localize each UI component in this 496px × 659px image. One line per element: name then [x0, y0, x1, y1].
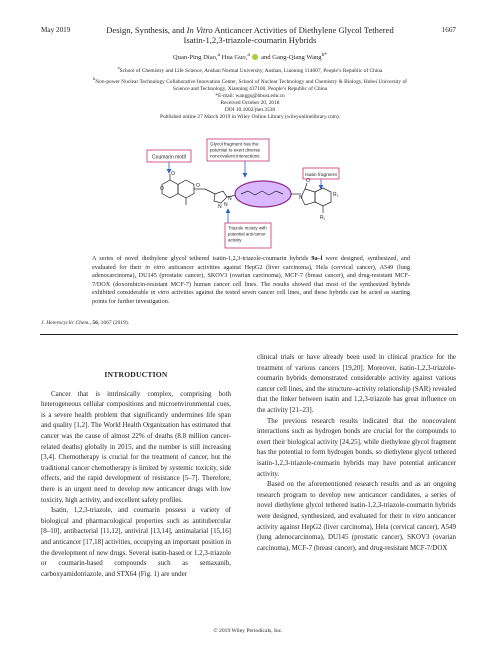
received-date: Received October 20, 2018 [220, 99, 280, 106]
email: *E-mail: wanggq@hbust.edu.cn [215, 92, 285, 99]
abstract-s2: were designed, synthesized, and evaluated for their [92, 255, 410, 271]
paragraph-5-italic: in vitro [404, 511, 426, 520]
paragraph-2: Isatin, 1,2,3-triazole, and coumarin possess a variety of biological and pharmacological properties such as antitubercular [8–10], antibacterial [11,12], antiviral [13,14], antimalarial [15,16] and anticancer [17,18] activities, occupying an important position in the development of new drugs. Several isatin-based or 1,2,3-triazole or coumarin-based compounds such as semaxanib, carboxyamidotriazole, and STX64 (Fig. 1) are under [41, 506, 231, 578]
section-divider [40, 334, 458, 335]
atom-o-link: O [196, 183, 200, 189]
body-column-left [41, 352, 231, 579]
running-header-date: May 2019 [41, 26, 71, 34]
abstract [92, 255, 410, 307]
published-online: Published online 27 March 2019 in Wiley Online Library (wileyonlinelibrary.com). [159, 113, 341, 120]
svg-text:Triazole moiety with pot: Triazole moiety with potential anti-tumor activity [228, 225, 267, 243]
orcid-icon[interactable] [252, 54, 258, 60]
paragraph-1: Cancer that is intrinsically complex, comprising both heterogeneous cellular compositions and microenvironmental cues, is a severe health problem that significantly undermines life span and quality [1,2]. The World Health Organization has estimated that cancer was the cause of almost 22% of deaths (8.8 million cancer-related deaths) globally in 2015, and the number is still increasing [3,4]. Chemotherapy is crucial for the treatment of cancer, but the traditional cancer chemotherapy is limited by systemic toxicity, side effects, and the rapid development of resistance [5–7]. Therefore, there is an urgent need to develop new anticancer drugs with low toxicity, high activity, and excellent safety profiles. [41, 389, 231, 504]
affiliation-b-text: Non-power Nuclear Technology Collaborative Innovation Center, School of Nuclear Technology and Chemistry & Biology, Hubei University of Science and Technology, Xianning 437100, People’s Republic of China [95, 78, 407, 92]
coumarin-structure [162, 174, 205, 205]
abstract-s3: anticancer activities against HepG2 (liver carcinoma), Hela (cervical cancer), A549 (lung adenocarcinoma), DU145 (prostatic cancer), SKOV3 (ovarian carcinoma), MCF-7 (breast cancer), and drug-resistant MCF-7/DOX (doxorubicin-resistant MCF-7) human cancer cell lines. The results showed that most of the synthesized hybrids exhibited considerable [92, 263, 410, 297]
affiliation-a-mark: a [117, 65, 120, 70]
paragraph-3: clinical trials or have already been used in clinical practice for the treatment of various cancers [19,20]. Moreover, isatin-1,2,3-triazole-coumarin hybrids demonstrated considerable activity against various cancer cell lines, and the structure–activity relationship (SAR) revealed that the linker between isatin and 1,2,3-triazole has great influence on the activity [21–23]. [257, 353, 456, 414]
paragraph-5b: anticancer activity against HepG2 (liver carcinoma), Hela (cervical cancer), A549 (lung adenocarcinoma), DU145 (prostatic cancer), SKOV3 (ovarian carcinoma), MCF-7 (breast cancer), and drug-resistant MCF-7/DOX [257, 511, 456, 552]
body-column-right [257, 352, 456, 553]
title-part2: Anticancer Activities of Diethylene Glycol Tethered Isatin-1,2,3-triazole-coumarin Hybrids [183, 25, 394, 46]
title-part1: Design, Synthesis, and [106, 25, 187, 35]
paragraph-5a: Based on the aforementioned research results and as an ongoing research program to develop new anticancer candidates, a series of novel diethylene glycol tethered isatin-1,2,3-triazole-coumarin hybrids were designed, synthesized, and evaluated for their [257, 480, 456, 520]
affiliation-a [88, 64, 412, 75]
author-3-affil: b* [321, 52, 328, 58]
atom-o-isatin: O [306, 178, 310, 184]
abstract-s4: activities against the tested seven cancer cell lines, and these hybrids can be acted as starting points for further investigation. [92, 289, 410, 305]
triazole-structure [205, 189, 237, 203]
abstract-compounds: 9a–l [311, 255, 323, 262]
coumarin-label-box [147, 150, 191, 162]
atom-n3: N [228, 196, 232, 202]
atom-n1: N [218, 204, 222, 210]
atom-o-ring: O [160, 186, 164, 192]
author-3: and Gang-Qiang Wang [259, 54, 322, 62]
author-2: Hua Guo, [220, 54, 248, 62]
abstract-in-vitro: in vitro [145, 263, 165, 271]
doi: DOI 10.1002/jhet.3538 [224, 106, 276, 113]
atom-n2: N [224, 202, 228, 208]
citation: J. Heterocyclic Chem., 56, 1667 (2019). [41, 320, 130, 326]
graphical-abstract [145, 137, 355, 249]
citation-rest: , 1667 (2019). [97, 320, 130, 326]
atom-n-isatin: N [299, 195, 303, 201]
glycol-label-box [207, 139, 269, 161]
isatin-label: Isatin fragment [305, 172, 337, 178]
citation-journal: J. Heterocyclic Chem. [41, 320, 90, 326]
triazole-label-box [225, 223, 271, 248]
abstract-s1: A series of novel diethylene glycol tethered isatin-1,2,3-triazole-coumarin hybrids [92, 255, 312, 262]
atom-r2: R₂ [333, 192, 339, 198]
paragraph-4: The previous research results indicated that the noncovalent interactions such as hydrogen bonds are crucial for the compounds to exert their biological activity [24,25], while diethylene glycol fragment has the potential to form hydrogen bonds, so diethylene glycol tethered isatin-1,2,3-triazole-coumarin hybrids may have potential anticancer activity. [257, 416, 456, 478]
coumarin-label: Coumarin motif [152, 154, 186, 161]
affiliation-b-mark: b [93, 75, 96, 81]
affiliation-b [88, 75, 412, 93]
abstract-in-vitro-2: in vitro [150, 289, 170, 297]
page-number: 1667 [441, 26, 456, 34]
citation-volume: 56 [92, 320, 98, 326]
title-italic: In Vitro [186, 25, 213, 35]
author-1: Quan-Ping Diao, [172, 54, 218, 62]
paragraph-5 [257, 479, 456, 553]
author-2-affil: a [247, 52, 250, 58]
author-list [95, 52, 405, 61]
author-1-affil: a [217, 52, 221, 58]
atom-o-carbonyl: O [171, 171, 175, 177]
svg-text:Glycol fragment has the: Glycol fragment has the potential to exert diverse noncovalent interactions [210, 141, 261, 159]
article-title [95, 25, 405, 46]
introduction-heading: INTRODUCTION [104, 370, 168, 379]
isatin-structure [301, 183, 331, 213]
affiliation-a-text: School of Chemistry and Life Science, Anshan Normal University, Anshan, Liaoning 114007, People’s Republic of China [119, 67, 383, 74]
affiliations [88, 64, 412, 121]
atom-r1: R₁ [320, 215, 326, 221]
copyright-footer: © 2019 Wiley Periodicals, Inc. [213, 628, 283, 634]
